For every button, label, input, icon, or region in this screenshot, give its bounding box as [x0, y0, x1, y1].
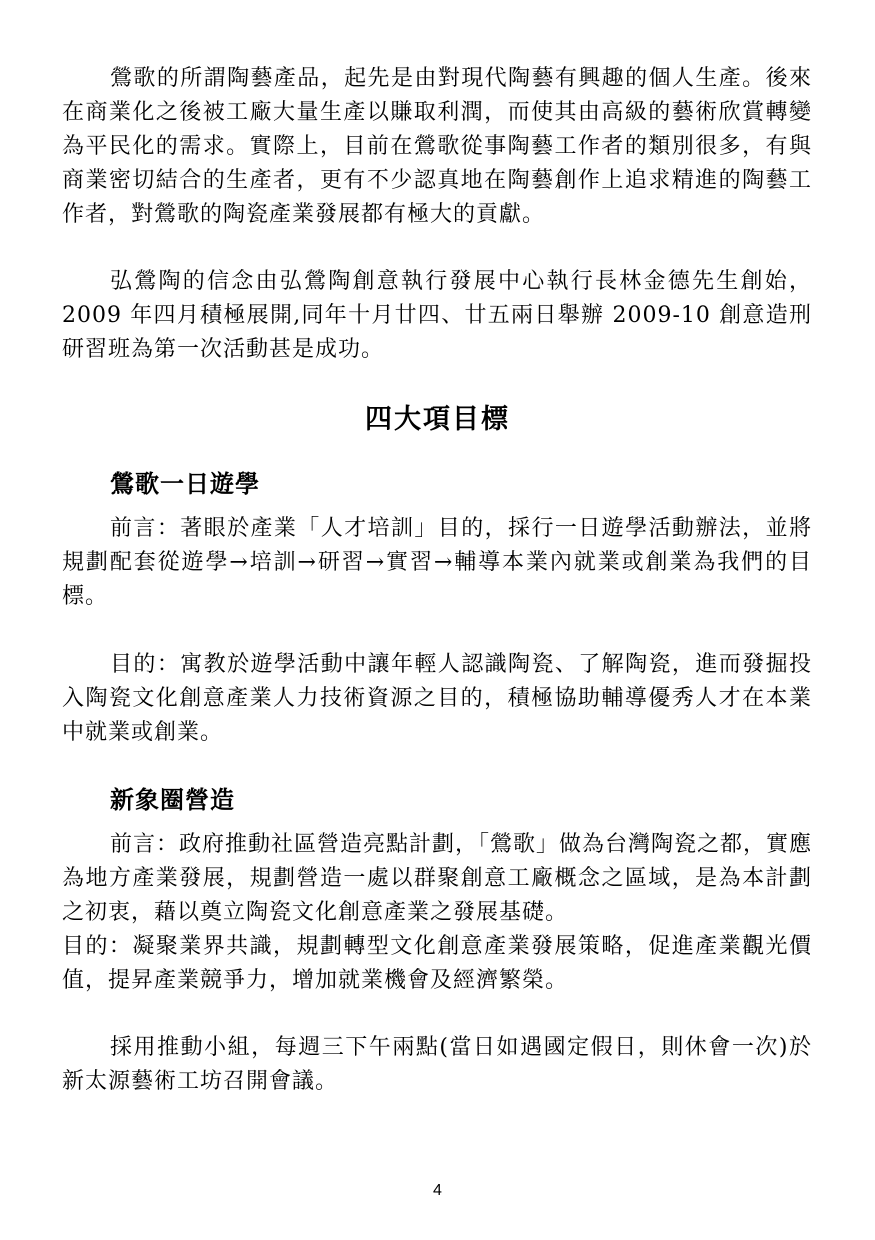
paragraph-new-circle-intro: 前言：政府推動社區營造亮點計劃，「鶯歌」做為台灣陶瓷之都，實應為地方產業發展，規劃營造一處以群聚創意工廠概念之區域，是為本計劃之初衷，藉以奠立陶瓷文化創意產業之發展基礎。: [62, 832, 813, 925]
page-number: 4: [433, 1182, 442, 1199]
paragraph-new-circle-goal: 目的：凝聚業界共識，規劃轉型文化創意產業發展策略，促進產業觀光價值，提昇產業競爭力，增加就業機會及經濟繁榮。: [62, 934, 812, 993]
page-title: 四大項目標: [365, 404, 510, 435]
paragraph-yingge-pottery: 鶯歌的所謂陶藝產品，起先是由對現代陶藝有興趣的個人生產。後來在商業化之後被工廠大量生產以賺取利潤，而使其由高級的藝術欣賞轉變為平民化的需求。實際上，目前在鶯歌從事陶藝工作者的類別很多，有與商業密切結合的生產者，更有不少認真地在陶藝創作上追求精進的陶藝工作者，對鶯歌的陶瓷產業發展都有極大的貢獻。: [62, 66, 812, 227]
paragraph-study-tour-goal: 目的：寓教於遊學活動中讓年輕人認識陶瓷、了解陶瓷，進而發掘投入陶瓷文化創意產業人力技術資源之目的，積極協助輔導優秀人才在本業中就業或創業。: [62, 652, 812, 745]
paragraph-study-tour-intro: 前言：著眼於產業「人才培訓」目的，採行一日遊學活動辦法，並將規劃配套從遊學→培訓→研習→實習→輔導本業內就業或創業為我們的目標。: [62, 516, 812, 609]
paragraph-meeting-schedule: 採用推動小組，每週三下午兩點(當日如遇國定假日，則休會一次)於新太源藝術工坊召開會議。: [62, 1035, 812, 1094]
section-heading-study-tour: 鶯歌一日遊學: [110, 470, 260, 498]
section-heading-new-circle: 新象圈營造: [110, 786, 235, 814]
paragraph-hongyingtao-belief: 弘鶯陶的信念由弘鶯陶創意執行發展中心執行長林金德先生創始，2009 年四月積極展開,同年十月廿四、廿五兩日舉辦 2009-10 創意造刑研習班為第一次活動甚是成功。: [62, 269, 812, 362]
